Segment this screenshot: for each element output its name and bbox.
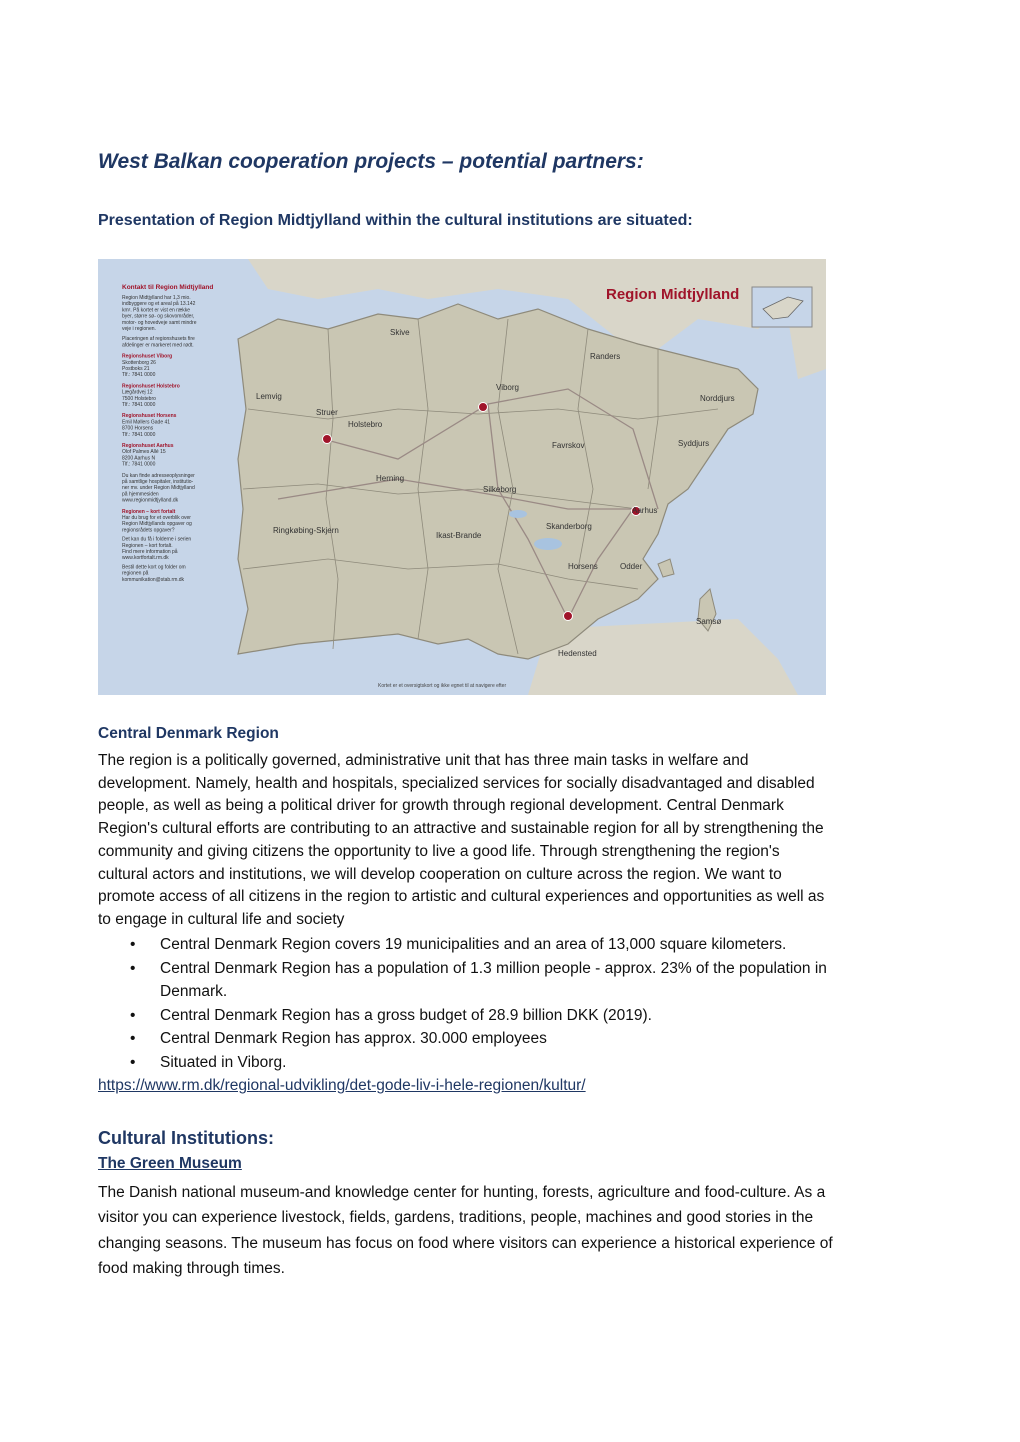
region-culture-link[interactable]: https://www.rm.dk/regional-udvikling/det-gode-liv-i-hele-regionen/kultur/ <box>98 1077 586 1094</box>
sidebar-line: på hjemmesiden <box>122 491 159 498</box>
city-label: Ikast-Brande <box>436 531 482 540</box>
sidebar-line: Tlf.: 7841 0000 <box>122 372 156 379</box>
city-label: Aarhus <box>632 506 658 515</box>
page-subtitle: Presentation of Region Midtjylland within the cultural institutions are situated: <box>98 212 693 229</box>
sidebar-line: indbyggere og et areal på 13.142 <box>122 301 196 308</box>
text-line: community and giving citizens the opportunity to live a good life. Through strengthening the region's <box>98 842 780 860</box>
region-facts-list <box>98 933 933 1074</box>
text-line: people, as well as being a political driver for growth through regional development. Central Denmark <box>98 797 784 815</box>
sidebar-line: Har du brug for et overblik over <box>122 515 191 521</box>
sidebar-line: Lægårdvej 12 <box>122 389 153 396</box>
sidebar-line: 8700 Horsens <box>122 425 154 432</box>
city-label: Holstebro <box>348 420 383 429</box>
sidebar-line: km². På kortet er vist en række <box>122 307 191 314</box>
section-title-cultural-institutions: Cultural Institutions: <box>98 1128 274 1148</box>
sidebar-office-name: Regionshuset Aarhus <box>122 443 174 449</box>
sidebar-line: Olof Palmes Allé 15 <box>122 449 166 456</box>
sidebar-line: Tlf.: 7841 0000 <box>122 461 156 468</box>
list-item <box>98 1051 933 1075</box>
map-footnote: Kortet er et oversigtskort og ikke egnet til at navigere efter <box>378 683 507 689</box>
list-item <box>98 1027 933 1051</box>
sidebar-line: ner mv. under Region Midtjylland <box>122 485 195 492</box>
city-label: Samsø <box>696 617 722 626</box>
sidebar-line: regionsrådets opgaver? <box>122 527 175 534</box>
list-item <box>98 1004 933 1028</box>
sidebar-line: afdelinger er markeret med rødt. <box>122 342 194 349</box>
text-line: development. Namely, health and hospitals, specialized services for socially disadvantaged and disabled <box>98 774 815 792</box>
text-line: cultural actors and institutions, we will develop cooperation on culture across the region. We want to <box>98 865 782 883</box>
city-label: Horsens <box>568 562 598 571</box>
city-label: Hedensted <box>558 649 597 658</box>
list-item-line: Central Denmark Region has a gross budget of 28.9 billion DKK (2019). <box>160 1006 652 1024</box>
sidebar-line: 7500 Holstebro <box>122 395 156 402</box>
office-marker-horsens <box>564 612 573 621</box>
sidebar-line: Emil Møllers Gade 41 <box>122 419 171 426</box>
text-line: visitor you can experience livestock, fields, gardens, traditions, people, machines and good stories in the <box>98 1209 814 1227</box>
city-label: Odder <box>620 562 643 571</box>
city-label: Ringkøbing-Skjern <box>273 526 339 535</box>
sidebar-line: Skottenborg 26 <box>122 359 156 366</box>
text-line: The region is a politically governed, administrative unit that has three main tasks in welfare and <box>98 752 749 769</box>
bullet-icon: • <box>130 1006 136 1024</box>
city-label: Lemvig <box>256 392 282 401</box>
sidebar-line: Bestil dette kort og folder om <box>122 564 186 571</box>
page-title: West Balkan cooperation projects – potential partners: <box>98 150 644 173</box>
text-line: changing seasons. The museum has focus on food where visitors can experience a historical experience of <box>98 1234 833 1252</box>
text-line: to engage in cultural life and society <box>98 910 345 928</box>
text-line: The Danish national museum-and knowledge center for hunting, forests, agriculture and food-culture. As a <box>98 1184 826 1201</box>
city-label: Herning <box>376 474 405 483</box>
sidebar-line: Postboks 21 <box>122 366 150 372</box>
sidebar-line: Region Midtjylland har 1,3 mio. <box>122 295 191 301</box>
sidebar-line: regionen på <box>122 570 149 577</box>
region-map <box>98 259 826 695</box>
list-item <box>98 957 933 1004</box>
bullet-icon: • <box>130 1030 136 1047</box>
sidebar-line: Tlf.: 7841 0000 <box>122 402 156 408</box>
city-label: Norddjurs <box>700 394 735 403</box>
sidebar-line: Region Midtjyllands opgaver og <box>122 521 192 528</box>
sidebar-office-name: Regionshuset Viborg <box>122 353 173 360</box>
city-label: Randers <box>590 352 621 361</box>
sidebar-line: Placeringen af regionshusets fire <box>122 336 195 343</box>
sidebar-brief-heading: Regionen – kort fortalt <box>122 508 176 515</box>
text-line: Region's cultural efforts are contributing to an attractive and sustainable region for all by strengthening the <box>98 820 824 838</box>
section-title-central-denmark: Central Denmark Region <box>98 725 279 742</box>
bullet-icon: • <box>130 936 136 953</box>
city-label: Viborg <box>496 383 519 392</box>
list-item-line: Denmark. <box>160 983 228 1000</box>
sidebar-line: på samtlige hospitaler, institutio- <box>122 479 194 485</box>
office-marker-holstebro <box>323 435 332 444</box>
city-label: Syddjurs <box>678 439 710 448</box>
green-museum-description <box>98 1180 933 1281</box>
city-label: Skanderborg <box>546 522 592 531</box>
sidebar-office-name: Regionshuset Holstebro <box>122 383 180 390</box>
map-lake <box>534 538 562 550</box>
map-title: Region Midtjylland <box>606 286 740 303</box>
text-line: promote access of all citizens in the region to artistic and cultural experiences and opportunities as well as <box>98 888 825 906</box>
sidebar-line: Du kan finde adresseoplysninger <box>122 472 195 479</box>
map-lake-2 <box>509 510 527 518</box>
city-label: Skive <box>390 328 410 337</box>
sidebar-line: www.regionmidtjylland.dk <box>122 497 179 504</box>
sidebar-line: Tlf.: 7841 0000 <box>122 431 156 438</box>
city-label: Silkeborg <box>483 485 517 494</box>
list-item-line: Situated in Viborg. <box>160 1053 287 1071</box>
sidebar-line: byer, større sø- og skovområder, <box>122 313 195 320</box>
list-item-line: Central Denmark Region covers 19 municipalities and an area of 13,000 square kilometers. <box>160 936 787 953</box>
city-label: Favrskov <box>552 441 585 450</box>
sidebar-line: motor- og hovedveje samt mindre <box>122 319 197 326</box>
bullet-icon: • <box>130 1053 136 1071</box>
list-item <box>98 933 933 957</box>
city-label: Struer <box>316 408 338 417</box>
sidebar-line: veje i regionen. <box>122 326 156 332</box>
sidebar-office-name: Regionshuset Horsens <box>122 413 177 420</box>
sidebar-line: Find mere information på <box>122 549 178 555</box>
institution-title-green-museum: The Green Museum <box>98 1155 242 1172</box>
region-description <box>98 750 933 932</box>
list-item-line: Central Denmark Region has approx. 30.000 employees <box>160 1030 547 1047</box>
text-line: food making through times. <box>98 1259 285 1277</box>
office-marker-viborg <box>479 403 488 412</box>
list-item-line: Central Denmark Region has a population of 1.3 million people - approx. 23% of the population in <box>160 959 827 977</box>
bullet-icon: • <box>130 959 136 977</box>
sidebar-heading: Kontakt til Region Midtjylland <box>122 284 214 291</box>
sidebar-line: www.kortfortalt.rm.dk <box>122 555 169 562</box>
sidebar-line: Regionen – kort fortalt. <box>122 542 173 549</box>
sidebar-line: kommunikation@stab.rm.dk <box>122 576 185 583</box>
sidebar-line: Det kan du få i folderne i serien <box>122 536 192 543</box>
sidebar-line: 8200 Aarhus N <box>122 455 156 462</box>
